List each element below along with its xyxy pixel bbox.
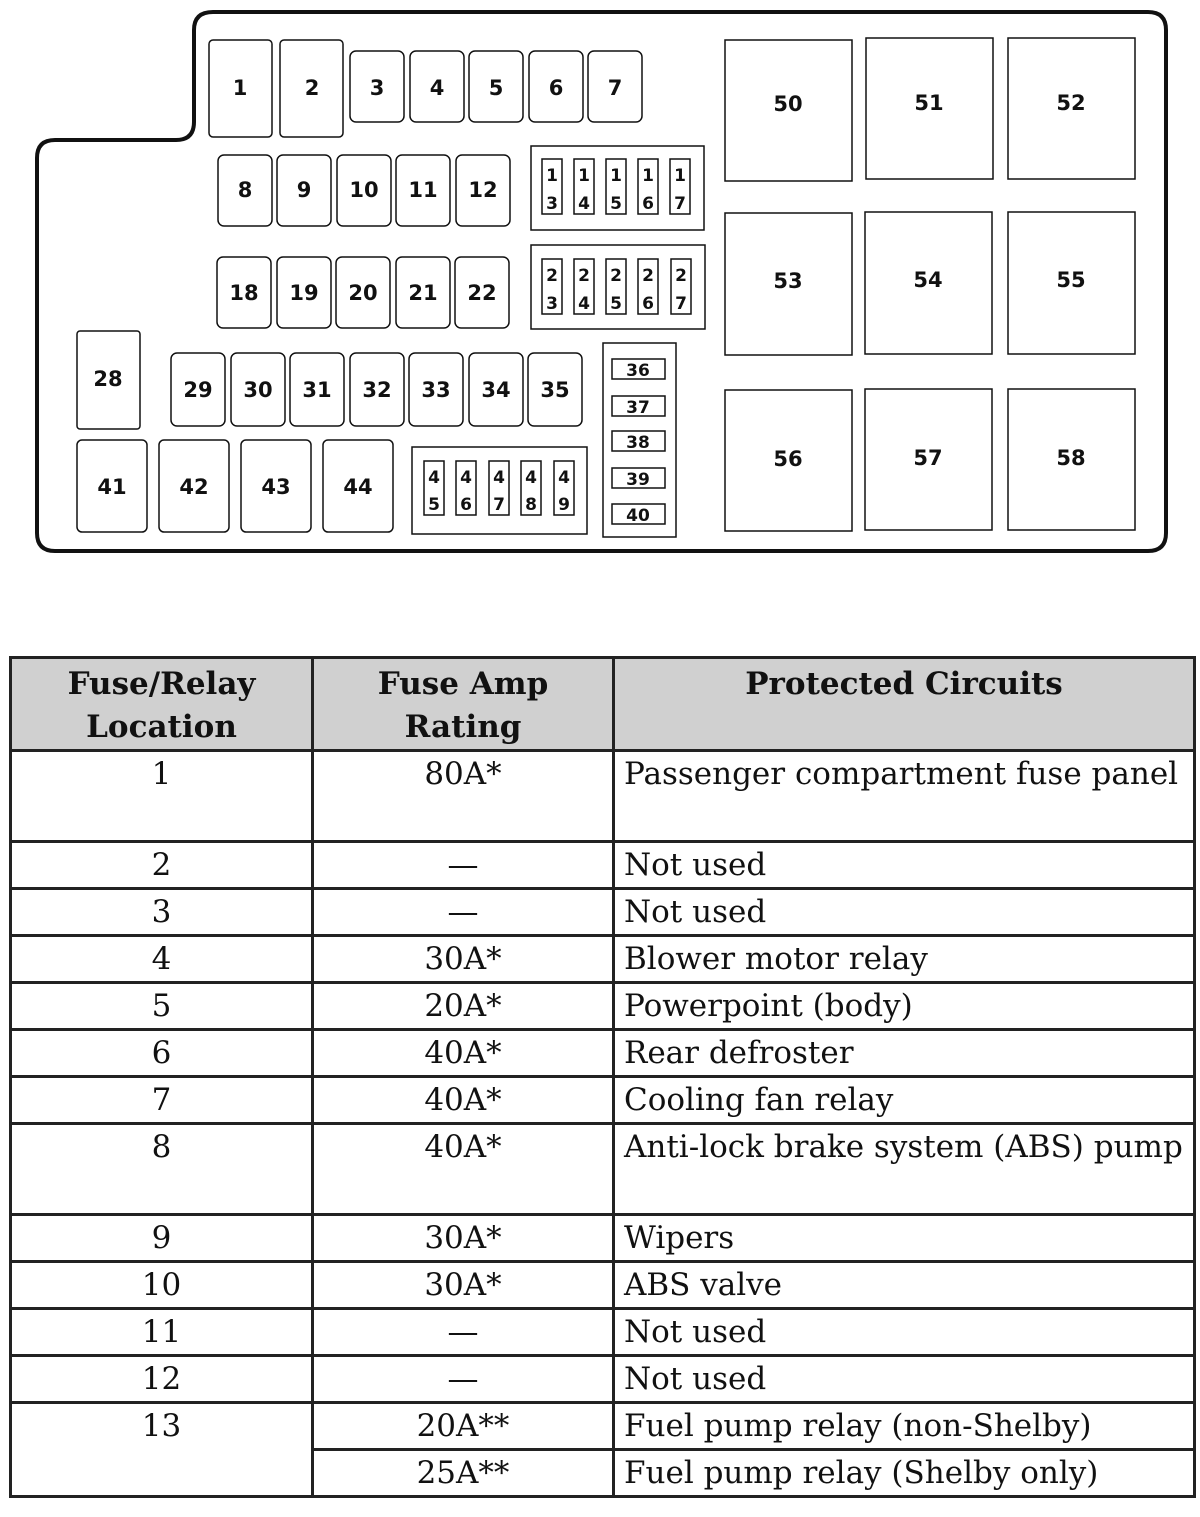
relay-55 (1008, 212, 1135, 354)
fuse-label: 35 (540, 378, 570, 402)
circuits-cell: Not used (614, 889, 1195, 936)
amp-cell: — (313, 889, 614, 936)
amp-cell: 30A* (313, 1262, 614, 1309)
fuse-label-digit-1: 1 (642, 166, 654, 186)
fuse-label-digit-2: 6 (642, 294, 654, 314)
fuse-label-digit-2: 5 (428, 495, 440, 515)
fuse-35 (528, 353, 582, 426)
fuse-42 (159, 440, 229, 532)
amp-cell: 80A* (313, 751, 614, 842)
relay-label: 55 (1056, 268, 1086, 292)
fuse-label-digit-2: 3 (546, 294, 558, 314)
fuse-label: 31 (302, 378, 332, 402)
fuse-46 (456, 461, 476, 515)
fuse-44 (323, 440, 393, 532)
fuse-label: 1 (232, 76, 248, 100)
fuse-23 (542, 259, 562, 314)
fuse-label-digit-1: 1 (578, 166, 590, 186)
amp-cell: — (313, 842, 614, 889)
fuse-43 (241, 440, 311, 532)
location-cell: 7 (11, 1077, 313, 1124)
location-cell: 3 (11, 889, 313, 936)
fuse-label-digit-1: 4 (558, 468, 570, 488)
fuse-label: 34 (481, 378, 511, 402)
fuse-label-digit-2: 7 (675, 294, 687, 314)
fuse-45 (424, 461, 444, 515)
fuse-33 (409, 353, 463, 426)
fuse-label-digit-2: 6 (460, 495, 472, 515)
fuse-12 (456, 155, 510, 226)
fuse-label-digit-1: 1 (610, 166, 622, 186)
table-row (11, 1077, 1195, 1124)
circuits-cell: Blower motor relay (614, 936, 1195, 983)
fuse-8 (218, 155, 272, 226)
fuse-label: 6 (548, 76, 564, 100)
relay-label: 54 (913, 268, 943, 292)
relay-label: 50 (773, 92, 803, 116)
fuse-label: 41 (97, 475, 127, 499)
fuse-label: 20 (348, 281, 378, 305)
fuse-label-digit-1: 4 (460, 468, 472, 488)
header-circuits-label: Protected Circuits (745, 666, 1063, 702)
fuse-36 (612, 359, 665, 381)
fuse-label: 10 (349, 178, 379, 202)
fuse-39 (612, 468, 665, 490)
circuits-cell: Anti-lock brake system (ABS) pump (614, 1124, 1195, 1215)
fuse-label: 33 (421, 378, 451, 402)
amp-cell: 25A** (313, 1450, 614, 1497)
location-cell: 9 (11, 1215, 313, 1262)
relay-51 (866, 38, 993, 179)
circuits-cell: Fuel pump relay (non-Shelby) (614, 1403, 1195, 1450)
amp-cell: 40A* (313, 1030, 614, 1077)
fuse-label-digit-2: 9 (558, 495, 570, 515)
fuse-47 (489, 461, 509, 515)
fuse-34 (469, 353, 523, 426)
fuse-label: 3 (369, 76, 385, 100)
circuits-cell: Cooling fan relay (614, 1077, 1195, 1124)
fuse-10 (337, 155, 391, 226)
fuse-rating-table (9, 656, 1196, 1498)
fuse-label: 40 (626, 506, 650, 526)
header-amp-line-1: Fuse Amp (377, 666, 549, 702)
location-cell: 12 (11, 1356, 313, 1403)
fuse-label-digit-1: 4 (525, 468, 537, 488)
header-amp-line-2: Rating (404, 709, 522, 745)
location-cell: 1 (11, 751, 313, 842)
table-row (11, 1262, 1195, 1309)
circuits-cell: Powerpoint (body) (614, 983, 1195, 1030)
fuse-18 (217, 257, 271, 328)
location-cell: 5 (11, 983, 313, 1030)
location-cell: 11 (11, 1309, 313, 1356)
fuse-label-digit-1: 2 (546, 266, 558, 286)
fuse-label-digit-2: 4 (578, 194, 590, 214)
fuse-15 (606, 159, 626, 214)
amp-cell: 20A** (313, 1403, 614, 1450)
relay-53 (725, 213, 852, 355)
amp-cell: 40A* (313, 1077, 614, 1124)
fuse-22 (455, 257, 509, 328)
fuse-25 (606, 259, 626, 314)
amp-cell: — (313, 1309, 614, 1356)
location-cell: 10 (11, 1262, 313, 1309)
fuse-label: 2 (304, 76, 320, 100)
circuits-cell: Fuel pump relay (Shelby only) (614, 1450, 1195, 1497)
fuse-label: 12 (468, 178, 498, 202)
circuits-cell: ABS valve (614, 1262, 1195, 1309)
header-protected-circuits (614, 658, 1195, 751)
fuse-26 (638, 259, 658, 314)
amp-cell: 40A* (313, 1124, 614, 1215)
fuse-41 (77, 440, 147, 532)
header-location-line-1: Fuse/Relay (67, 666, 256, 702)
fuse-32 (350, 353, 404, 426)
fuse-37 (612, 396, 665, 418)
fuse-14 (574, 159, 594, 214)
table-row (11, 1030, 1195, 1077)
circuits-cell: Not used (614, 842, 1195, 889)
fuse-16 (638, 159, 658, 214)
fuse-label-digit-2: 8 (525, 495, 537, 515)
fuse-label: 5 (488, 76, 504, 100)
fuse-label-digit-2: 4 (578, 294, 590, 314)
fuse-28 (77, 331, 140, 429)
fuse-38 (612, 431, 665, 453)
relay-54 (865, 212, 992, 354)
relay-label: 51 (914, 91, 944, 115)
table-row (11, 1309, 1195, 1356)
table-row (11, 842, 1195, 889)
relay-label: 52 (1056, 91, 1086, 115)
relay-label: 53 (773, 269, 803, 293)
table-row (11, 936, 1195, 983)
circuits-cell: Passenger compartment fuse panel (614, 751, 1195, 842)
table-row (11, 1124, 1195, 1215)
fuse-label-digit-1: 4 (493, 468, 505, 488)
fuse-label-digit-1: 2 (675, 266, 687, 286)
fuse-label: 30 (243, 378, 273, 402)
fuse-9 (277, 155, 331, 226)
fuse-7 (588, 51, 642, 122)
fuse-label-digit-1: 1 (546, 166, 558, 186)
fuse-24 (574, 259, 594, 314)
fuse-label-digit-2: 6 (642, 194, 654, 214)
table-row (11, 983, 1195, 1030)
relay-label: 58 (1056, 446, 1086, 470)
fuse-label: 43 (261, 475, 291, 499)
location-cell: 6 (11, 1030, 313, 1077)
fuse-1 (209, 40, 272, 137)
circuits-cell: Not used (614, 1309, 1195, 1356)
fuse-label: 21 (408, 281, 438, 305)
relay-label: 57 (913, 446, 943, 470)
fuse-label: 9 (296, 178, 312, 202)
location-cell: 4 (11, 936, 313, 983)
fuse-label: 28 (93, 367, 123, 391)
fuse-label-digit-1: 2 (610, 266, 622, 286)
fuse-11 (396, 155, 450, 226)
header-location (11, 658, 313, 751)
circuits-cell: Wipers (614, 1215, 1195, 1262)
fuse-label-digit-1: 1 (674, 166, 686, 186)
relay-52 (1008, 38, 1135, 179)
fuse-2 (280, 40, 343, 137)
amp-cell: — (313, 1356, 614, 1403)
fuse-label: 22 (467, 281, 497, 305)
header-amp-rating (313, 658, 614, 751)
fuse-27 (671, 259, 691, 314)
fuse-label: 44 (343, 475, 373, 499)
fuse-label-digit-1: 2 (578, 266, 590, 286)
fuse-label: 4 (429, 76, 445, 100)
fuse-3 (350, 51, 404, 122)
fuse-19 (277, 257, 331, 328)
fuse-label: 42 (179, 475, 209, 499)
table-row (11, 1215, 1195, 1262)
relay-label: 56 (773, 447, 803, 471)
fuse-4 (410, 51, 464, 122)
fuse-label: 19 (289, 281, 319, 305)
fuse-48 (521, 461, 541, 515)
fuse-label-digit-1: 2 (642, 266, 654, 286)
relay-50 (725, 40, 852, 181)
fuse-label: 39 (626, 470, 650, 490)
fuse-label-digit-1: 4 (428, 468, 440, 488)
fuse-6 (529, 51, 583, 122)
table-row (11, 751, 1195, 842)
fuse-29 (171, 353, 225, 426)
relay-57 (865, 389, 992, 530)
fuse-17 (670, 159, 690, 214)
fuse-label: 29 (183, 378, 213, 402)
fuse-label-digit-2: 5 (610, 294, 622, 314)
amp-cell: 20A* (313, 983, 614, 1030)
relay-58 (1008, 389, 1135, 530)
fuse-31 (290, 353, 344, 426)
fuse-label: 18 (229, 281, 259, 305)
fuse-30 (231, 353, 285, 426)
table-header-row (11, 658, 1195, 751)
location-cell: 2 (11, 842, 313, 889)
fuse-label: 37 (626, 398, 650, 418)
location-cell: 13 (11, 1403, 313, 1497)
fuse-label-digit-2: 7 (493, 495, 505, 515)
table-row (11, 1403, 1195, 1450)
fuse-label: 11 (408, 178, 438, 202)
fuse-21 (396, 257, 450, 328)
fuse-label-digit-2: 7 (674, 194, 686, 214)
fuse-label-digit-2: 3 (546, 194, 558, 214)
fuse-label: 32 (362, 378, 392, 402)
fuse-5 (469, 51, 523, 122)
fuse-label-digit-2: 5 (610, 194, 622, 214)
amp-cell: 30A* (313, 1215, 614, 1262)
fuse-label: 8 (237, 178, 253, 202)
fuse-label: 36 (626, 361, 650, 381)
circuits-cell: Not used (614, 1356, 1195, 1403)
fuse-49 (554, 461, 574, 515)
fuse-13 (542, 159, 562, 214)
fuse-label: 7 (607, 76, 623, 100)
circuits-cell: Rear defroster (614, 1030, 1195, 1077)
fuse-20 (336, 257, 390, 328)
amp-cell: 30A* (313, 936, 614, 983)
relay-56 (725, 390, 852, 531)
location-cell: 8 (11, 1124, 313, 1215)
table-row (11, 1356, 1195, 1403)
fuse-box-diagram (0, 0, 1200, 600)
fuse-label: 38 (626, 433, 650, 453)
header-location-line-2: Location (86, 709, 237, 745)
fuse-40 (612, 504, 665, 526)
table-row (11, 889, 1195, 936)
